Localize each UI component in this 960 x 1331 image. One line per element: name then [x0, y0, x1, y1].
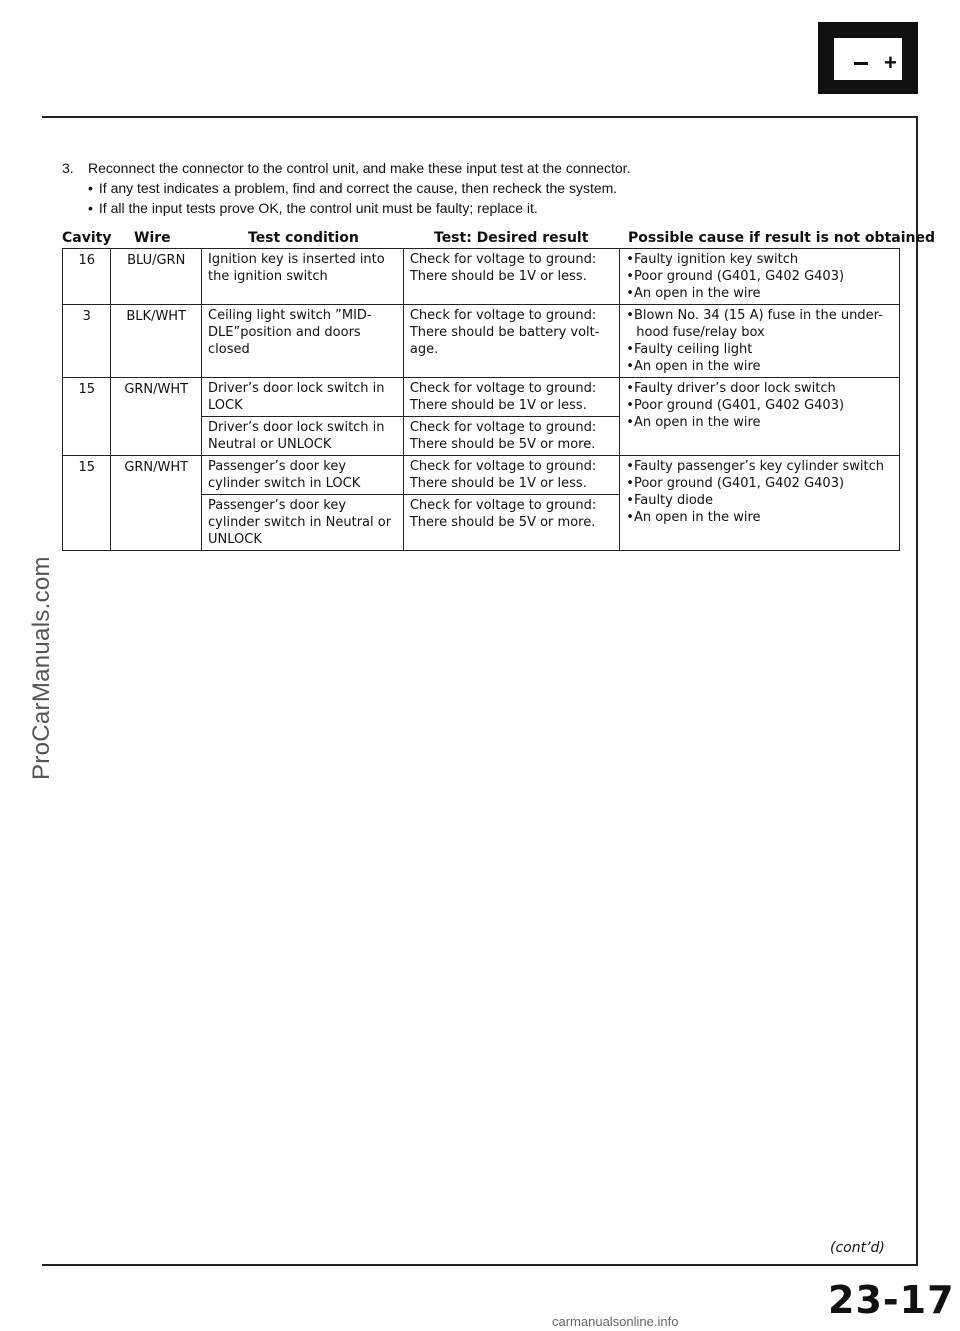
cause-item: • An open in the wire: [626, 414, 893, 431]
cause-cell: [620, 305, 900, 378]
cavity-cell: 3: [63, 305, 111, 378]
cause-cell: [620, 378, 900, 456]
condition-cell: Passenger’s door key cylinder switch in Neutral or UNLOCK: [202, 495, 404, 551]
cause-item: • An open in the wire: [626, 358, 893, 375]
condition-cell: Driver’s door lock switch in LOCK: [202, 378, 404, 417]
cause-item: • An open in the wire: [626, 285, 893, 302]
result-cell: Check for voltage to ground: There should be 5V or more.: [403, 495, 619, 551]
table-row: [63, 456, 900, 495]
result-cell: Check for voltage to ground: There should be battery volt-age.: [403, 305, 619, 378]
cavity-cell: 15: [63, 456, 111, 551]
step-line: [62, 158, 630, 178]
battery-icon: [818, 22, 918, 94]
condition-cell: Driver’s door lock switch in Neutral or UNLOCK: [202, 417, 404, 456]
cavity-cell: 16: [63, 249, 111, 305]
header-desired-result: Test: Desired result: [434, 230, 589, 246]
wire-cell: GRN/WHT: [111, 456, 202, 551]
intro-instructions: [62, 158, 630, 218]
wire-cell: BLK/WHT: [111, 305, 202, 378]
input-test-table: [62, 248, 900, 551]
cause-item: • Poor ground (G401, G402 G403): [626, 268, 893, 285]
step-number: 3.: [62, 160, 74, 176]
table-row: [63, 305, 900, 378]
bullet-item: • If all the input tests prove OK, the control unit must be faulty; replace it.: [62, 198, 630, 218]
cause-item: • Faulty diode: [626, 492, 893, 509]
cause-item: • Poor ground (G401, G402 G403): [626, 475, 893, 492]
footer-watermark: carmanualsonline.info: [552, 1314, 679, 1329]
header-test-condition: Test condition: [248, 230, 359, 246]
minus-icon: [854, 62, 868, 65]
cavity-cell: 15: [63, 378, 111, 456]
cause-item: • An open in the wire: [626, 509, 893, 526]
result-cell: Check for voltage to ground: There should be 1V or less.: [403, 378, 619, 417]
cause-item: • Faulty passenger’s key cylinder switch: [626, 458, 893, 475]
cause-cell: [620, 456, 900, 551]
condition-cell: Ignition key is inserted into the ignition switch: [202, 249, 404, 305]
frame-bottom-rule: [42, 1264, 918, 1266]
wire-cell: GRN/WHT: [111, 378, 202, 456]
cause-cell: [620, 249, 900, 305]
table-row: [63, 249, 900, 305]
header-wire: Wire: [134, 230, 171, 246]
table-row: [63, 378, 900, 417]
cause-item: • Faulty ceiling light: [626, 341, 893, 358]
plus-icon: +: [884, 50, 897, 75]
frame-top-rule: [42, 116, 918, 118]
continued-label: (cont’d): [830, 1240, 885, 1256]
watermark-text: ProCarManuals.com: [28, 556, 55, 780]
header-cavity: Cavity: [62, 230, 112, 246]
cause-item: • Faulty ignition key switch: [626, 251, 893, 268]
cause-item: • Blown No. 34 (15 A) fuse in the under-hood fuse/relay box: [626, 307, 893, 341]
bullet-item: • If any test indicates a problem, find and correct the cause, then recheck the system.: [62, 178, 630, 198]
cause-item: • Poor ground (G401, G402 G403): [626, 397, 893, 414]
condition-cell: Ceiling light switch ”MID-DLE”position and doors closed: [202, 305, 404, 378]
condition-cell: Passenger’s door key cylinder switch in LOCK: [202, 456, 404, 495]
header-possible-cause: Possible cause if result is not obtained: [628, 230, 935, 246]
cause-item: • Faulty driver’s door lock switch: [626, 380, 893, 397]
wire-cell: BLU/GRN: [111, 249, 202, 305]
battery-icon-body: [834, 38, 902, 80]
result-cell: Check for voltage to ground: There should be 1V or less.: [403, 456, 619, 495]
result-cell: Check for voltage to ground: There should be 5V or more.: [403, 417, 619, 456]
frame-right-rule: [916, 116, 918, 1266]
page-number: 23-17: [828, 1278, 955, 1322]
result-cell: Check for voltage to ground: There should be 1V or less.: [403, 249, 619, 305]
step-text: Reconnect the connector to the control unit, and make these input test at the connector.: [88, 160, 631, 176]
